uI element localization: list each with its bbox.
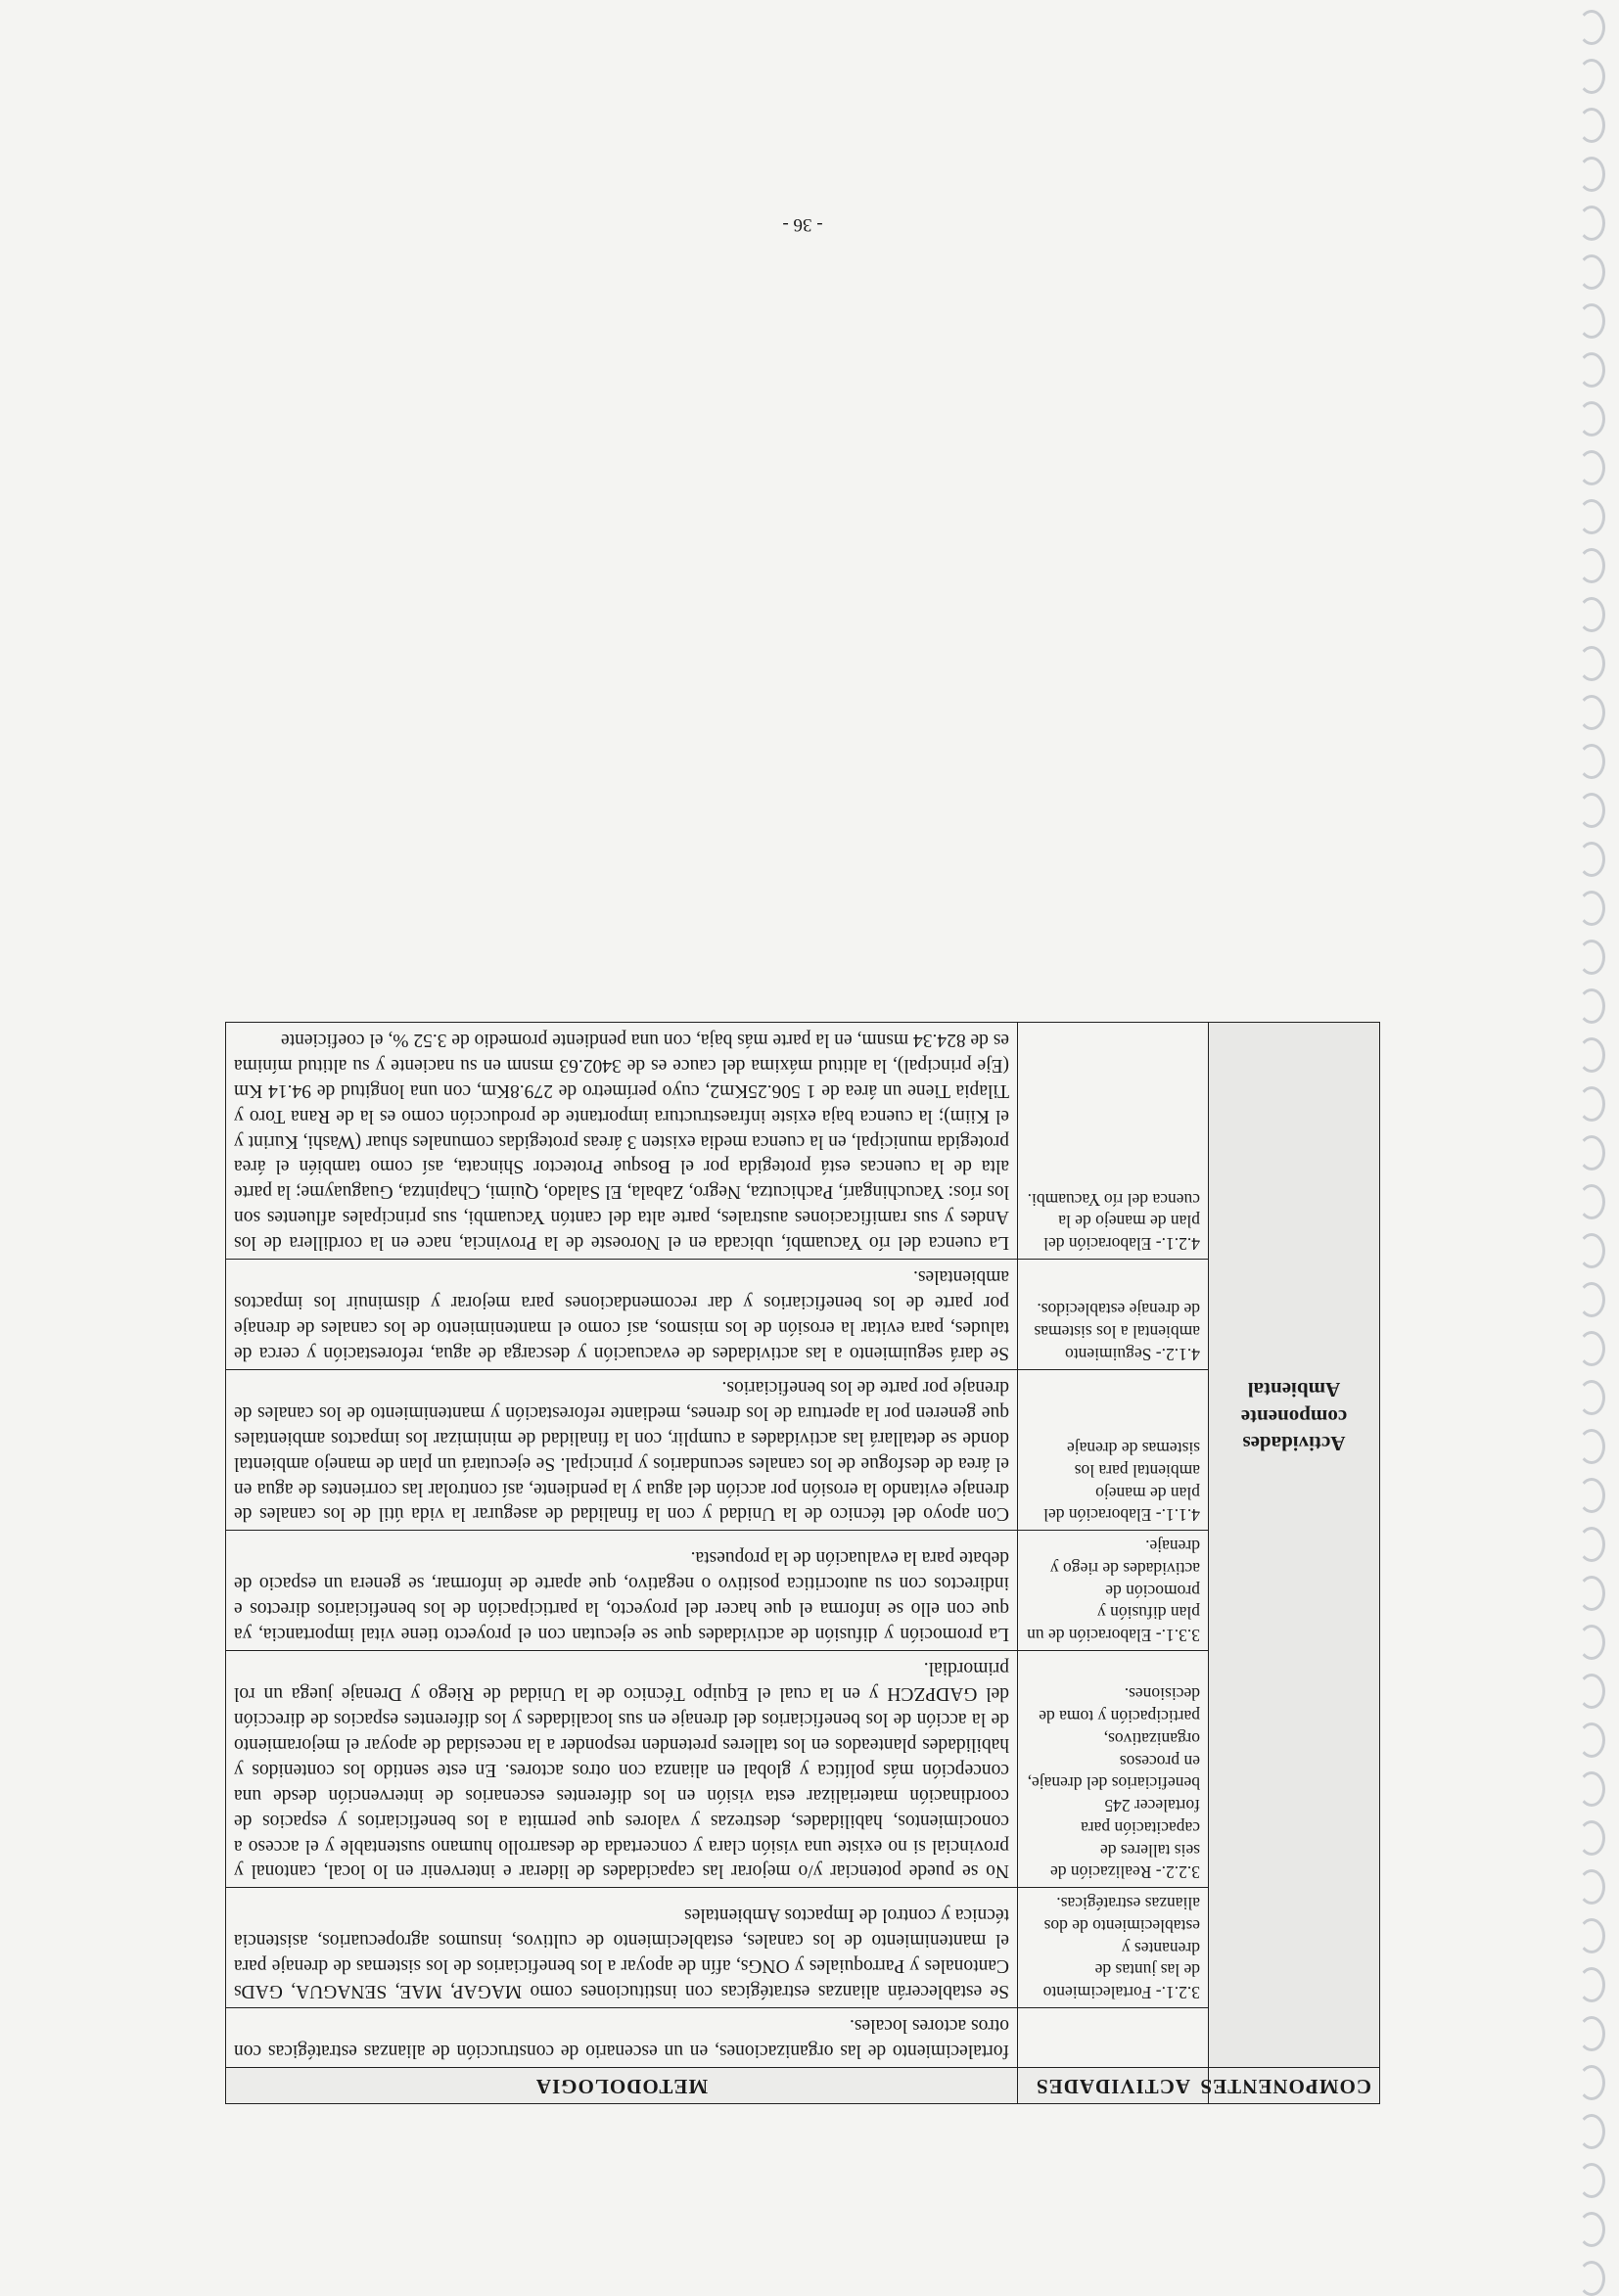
activity-cell: 3.2.2.- Realización de seis talleres de capacitación para fortalecer 245 beneficiarios del drenaje, en procesos organizativos, participación y toma de decisiones. (1018, 1651, 1209, 1888)
methodology-cell: No se puede potenciar y/o mejorar las capacidades de liderar e intervenir en lo local, cantonal y provincial si no existe una visión clara y concertada de desarrollo humano sustentable y el acceso a conocimientos, habilidades, destrezas y valores que permita a los beneficiarios y espacios de coordinación materializar esta visión en los diferentes escenarios de intervención desde una concepción más política y global en alianza con otros actores. En este sentido los contenidos y habilidades planteados en los talleres pretenden responder a la necesidad de apoyar el mejoramiento de la acción de los beneficiarios del drenaje en sus localidades y los diferentes espacios de dirección del GADPZCH y en la cual el Equipo Técnico de la Unidad de Riego y Drenaje juega un rol primordial. (226, 1651, 1018, 1888)
activity-cell: 4.1.2.- Seguimiento ambiental a los sistemas de drenaje establecidos. (1018, 1260, 1209, 1370)
binding-ring (1578, 1331, 1605, 1366)
activity-cell-empty (1018, 2008, 1209, 2068)
binding-ring (1578, 1869, 1605, 1905)
binding-ring (1578, 842, 1605, 877)
table-row (226, 1369, 1380, 1531)
methodology-cell: Con apoyo del técnico de la Unidad y con la finalidad de asegurar la vida útil de los canales de drenaje evitando la erosión por acción del agua y la pendiente, así controlar las corrientes de agua en el área de desfogue de los canales secundarios y principal. Se ejecutará un plan de manejo ambiental donde se detallará las actividades a cumplir, con la finalidad de minimizar los impactos ambientales que generen por la apertura de los drenes, mediante reforestación y mantenimiento de los canales de drenaje por parte de los beneficiarios. (226, 1369, 1018, 1531)
binding-ring (1578, 2163, 1605, 2198)
binding-ring (1578, 1135, 1605, 1171)
activity-cell: 4.1.1.- Elaboración del plan de manejo ambiental para los sistemas de drenaje (1018, 1369, 1209, 1531)
binding-ring (1578, 499, 1605, 534)
binding-ring (1578, 988, 1605, 1024)
binding-ring (1578, 891, 1605, 926)
methodology-table (225, 1022, 1380, 2104)
binding-ring (1578, 548, 1605, 583)
binding-ring (1578, 1478, 1605, 1513)
binding-ring (1578, 695, 1605, 730)
binding-ring (1578, 1037, 1605, 1073)
binding-ring (1578, 1967, 1605, 2002)
header-methodology: METODOLOGIA (226, 2068, 1018, 2104)
table-row (226, 1022, 1380, 1259)
binding-ring (1578, 352, 1605, 388)
table-row (226, 1531, 1380, 1651)
binding-ring (1578, 1625, 1605, 1660)
binding-ring (1578, 303, 1605, 339)
table-row (226, 1651, 1380, 1888)
binding-ring (1578, 744, 1605, 779)
binding-ring (1578, 2114, 1605, 2149)
rotated-document-page (225, 214, 1380, 2104)
activity-cell: 4.2.1.- Elaboración del plan de manejo de la cuenca del río Yacuambi. (1018, 1022, 1209, 1259)
binding-rings (1560, 0, 1619, 2290)
methodology-cell: La promoción y difusión de actividades que se ejecutan con el proyecto tiene vital importancia, ya que con ello se informa el que hacer del proyecto, la participación de los beneficiarios directos e indirectos con su autocritica positivo o negativo, que aparte de informar, se genera un espacio de debate para la evaluación de la propuesta. (226, 1531, 1018, 1651)
binding-ring (1578, 1918, 1605, 1953)
activity-cell: 3.2.1.- Fortalecimiento de las juntas de drenantes y establecimiento de dos alianzas estratégicas. (1018, 1888, 1209, 2008)
binding-ring (1578, 2065, 1605, 2100)
binding-ring (1578, 2016, 1605, 2051)
binding-ring (1578, 1722, 1605, 1758)
binding-ring (1578, 59, 1605, 94)
component-cell (1209, 1022, 1380, 2067)
page-number: - 36 - (782, 214, 823, 235)
binding-ring (1578, 1820, 1605, 1856)
binding-ring (1578, 1184, 1605, 1219)
header-activities: ACTIVIDADES (1018, 2068, 1209, 2104)
binding-ring (1578, 2261, 1605, 2296)
binding-ring (1578, 2212, 1605, 2247)
binding-ring (1578, 1380, 1605, 1415)
binding-ring (1578, 1576, 1605, 1611)
component-label: Actividades componente Ambiental (1240, 1378, 1348, 1456)
binding-ring (1578, 1282, 1605, 1317)
binding-ring (1578, 793, 1605, 828)
binding-ring (1578, 1771, 1605, 1807)
intro-methodology: fortalecimiento de las organizaciones, en un escenario de construcción de alianzas estratégicas con otros actores locales. (226, 2008, 1018, 2068)
methodology-cell: La cuenca del río Yacuambí, ubicada en el Noroeste de la Provincia, nace en la cordillera de los Andes y sus ramificaciones australes, parte alta del cantón Yacuambi, sus principales afluentes son los ríos: Yacuchingarí, Pachicutza, Negro, Zabala, El Salado, Quimi, Chapintza, Guaguayme; la parte alta de la cuencas está protegida por el Bosque Protector Shincata, así como también el área protegida municipal, en la cuenca media existen 3 áreas protegidas comunales shuar (Washi, Kurint y el Kiim); la cuenca baja existe infraestructura importante de producción como es la de Rana Toro y Tilapia Tiene un área de 1 506.25Km2, cuyo perímetro de 279.8Km, con una longitud de 94.14 Km (Eje principal), la altitud máxima del cauce es de 3402.63 msnm en su naciente y su altitud mínima es de 824.34 msnm, en la parte más baja, con una pendiente promedio de 3.52 %, el coeficiente (226, 1022, 1018, 1259)
table-row (226, 1888, 1380, 2008)
table-row (226, 1260, 1380, 1370)
binding-ring (1578, 940, 1605, 975)
binding-ring (1578, 646, 1605, 681)
binding-ring (1578, 206, 1605, 241)
binding-ring (1578, 450, 1605, 485)
binding-ring (1578, 254, 1605, 290)
binding-ring (1578, 1233, 1605, 1268)
binding-ring (1578, 1086, 1605, 1122)
methodology-cell: Se establecerán alianzas estratégicas con instituciones como MAGAP, MAE, SENAGUA, GADs Cantonales y Parroquiales y ONGs, afín de apoyar a los beneficiarios de los sistemas de drenaje para el mantenimiento de los canales, establecimiento de cultivos, insumos agropecuarios, asistencia técnica y control de Impactos Ambientales (226, 1888, 1018, 2008)
header-components: COMPONENTES (1209, 2068, 1380, 2104)
binding-ring (1578, 1527, 1605, 1562)
binding-ring (1578, 597, 1605, 632)
binding-ring (1578, 157, 1605, 192)
activity-cell: 3.3.1.- Elaboración de un plan difusión y promoción de actividades de riego y drenaje. (1018, 1531, 1209, 1651)
binding-ring (1578, 10, 1605, 45)
binding-ring (1578, 401, 1605, 436)
binding-ring (1578, 1674, 1605, 1709)
binding-ring (1578, 1429, 1605, 1464)
binding-ring (1578, 108, 1605, 143)
methodology-cell: Se dará seguimiento a las actividades de evacuación y descarga de agua, reforestación y cerca de taludes, para evitar la erosión de los mismos, así como el mantenimiento de los canales de drenaje por parte de los beneficiarios y dar recomendaciones para mejorar y disminuir los impactos ambientales. (226, 1260, 1018, 1370)
